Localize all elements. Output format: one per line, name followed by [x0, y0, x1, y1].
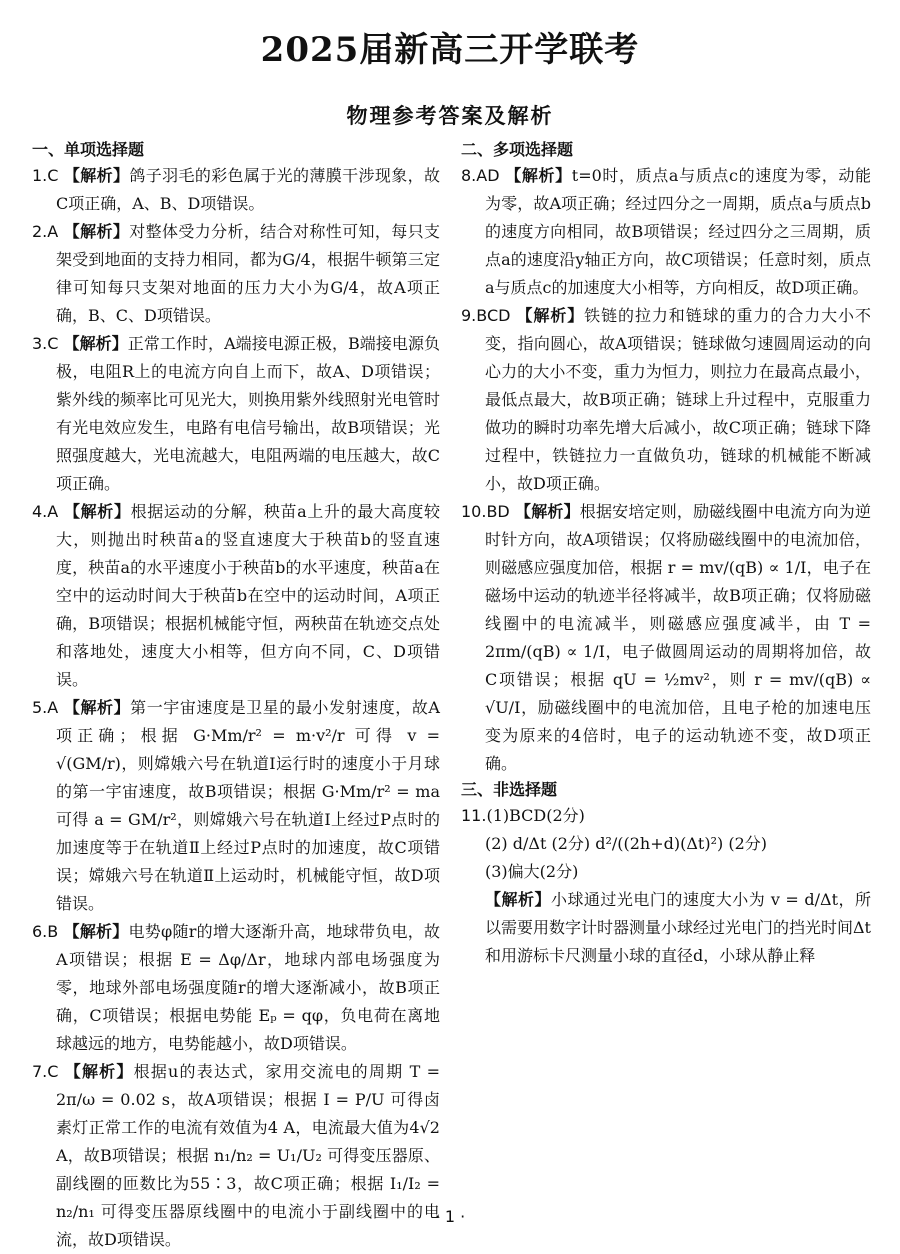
question-item: 3.C 【解析】正常工作时，A端接电源正极，B端接电源负极，电阻R上的电流方向自上而下，故A、D项错误；紫外线的频率比可见光大，则换用紫外线照射光电管时有光电效应发生，电路有电信号输出，故B项错误；光照强度越大，光电流越大，电阻两端的电压越大，故C项正确。: [32, 334, 441, 493]
left-column: [32, 138, 440, 1254]
right-column: [461, 138, 871, 970]
q11-part-3: (3)偏大(2分): [485, 862, 579, 881]
question-item: 7.C 【解析】根据u的表达式，家用交流电的周期 T = 2π/ω = 0.02 s，故A项错误；根据 I = P/U 可得卤素灯正常工作的电流有效值为4 A，电流最大值为4√2 A，故B项错误；根据 n₁/n₂ = U₁/U₂ 可得变压器原、副线圈的匝数比为55∶3，故C项正确；根据 I₁/I₂ = n₂/n₁ 可得变压器原线圈中的电流小于副线圈中的电流，故D项错误。: [32, 1062, 440, 1249]
q11-part-1: 11.(1)BCD(2分): [461, 806, 585, 825]
question-item: 5.A 【解析】第一宇宙速度是卫星的最小发射速度，故A项正确；根据 G·Mm/r² = m·v²/r 可得 v = √(GM/r)，则嫦娥六号在轨道Ⅰ运行时的速度小于月球的第一宇宙速度，故B项错误；根据 G·Mm/r² = ma 可得 a = GM/r²，则嫦娥六号在轨道Ⅰ上经过P点时的加速度等于在轨道Ⅱ上经过P点时的加速度，故C项错误；嫦娥六号在轨道Ⅱ上运动时，机械能守恒，故D项错误。: [32, 698, 440, 913]
question-item: 8.AD 【解析】t=0时，质点a与质点c的速度为零，动能为零，故A项正确；经过四分之一周期，质点a与质点b的速度方向相同，故B项错误；经过四分之三周期，质点a的速度沿y轴正方向，故C项错误；任意时刻，质点a与质点c的加速度大小相等，方向相反，故D项正确。: [461, 166, 871, 297]
question-item: 4.A 【解析】根据运动的分解，秧苗a上升的最大高度较大，则抛出时秧苗a的竖直速度大于秧苗b的竖直速度，秧苗a的水平速度小于秧苗b的水平速度，秧苗a在空中的运动时间大于秧苗b在空中的运动时间，A项正确，B项错误；根据机械能守恒，两秧苗在轨迹交点处和落地处，速度大小相等，但方向不同，C、D项错误。: [32, 502, 440, 689]
question-item: 6.B 【解析】电势φ随r的增大逐渐升高，地球带负电，故A项错误；根据 E = Δφ/Δr，地球内部电场强度为零，地球外部电场强度随r的增大逐渐减小，故B项正确，C项错误；根据电势能 Eₚ = qφ，负电荷在离地球越远的地方，电势能越小，故D项错误。: [32, 922, 440, 1053]
page-title: 2025届新高三开学联考: [260, 30, 640, 70]
question-item: 2.A 【解析】对整体受力分析，结合对称性可知，每只支架受到地面的支持力相同，都为G/4，根据牛顿第三定律可知每只支架对地面的压力大小为G/4，故A项正确，B、C、D项错误。: [32, 222, 440, 325]
section-heading-non-choice: 三、非选择题: [461, 780, 558, 799]
question-11: [461, 802, 871, 970]
question-item: 1.C 【解析】鸽子羽毛的彩色属于光的薄膜干涉现象，故C项正确，A、B、D项错误。: [32, 166, 440, 213]
q11-part-2: (2) d/Δt (2分) d²/((2h+d)(Δt)²) (2分): [485, 834, 767, 853]
q11-explanation: 【解析】小球通过光电门的速度大小为 v = d/Δt，所以需要用数字计时器测量小球经过光电门的挡光时间Δt和用游标卡尺测量小球的直径d，小球从静止释: [485, 890, 871, 965]
page-subtitle: 物理参考答案及解析: [346, 103, 554, 128]
question-item: 9.BCD 【解析】铁链的拉力和链球的重力的合力大小不变，指向圆心，故A项错误；链球做匀速圆周运动的向心力的大小不变，重力为恒力，则拉力在最高点最小，最低点最大，故B项正确；链球上升过程中，克服重力做功的瞬时功率先增大后减小，故C项正确；链球下降过程中，铁链拉力一直做负功，链球的机械能不断减小，故D项正确。: [461, 306, 871, 493]
page-number: · 1 ·: [434, 1207, 466, 1226]
section-heading-single-choice: 一、单项选择题: [32, 140, 145, 159]
section-heading-multi-choice: 二、多项选择题: [461, 140, 574, 159]
question-item: 10.BD 【解析】根据安培定则，励磁线圈中电流方向为逆时针方向，故A项错误；仅将励磁线圈中的电流加倍，则磁感应强度加倍，根据 r = mv/(qB) ∝ 1/I，电子在磁场中运动的轨迹半径将减半，故B项正确；仅将励磁线圈中的电流减半，则磁感应强度减半，由 T = 2πm/(qB) ∝ 1/I，电子做圆周运动的周期将加倍，故C项错误；根据 qU = ½mv²，则 r = mv/(qB) ∝ √U/I，励磁线圈中的电流加倍，且电子枪的加速电压变为原来的4倍时，电子的运动轨迹不变，故D项正确。: [461, 502, 871, 773]
